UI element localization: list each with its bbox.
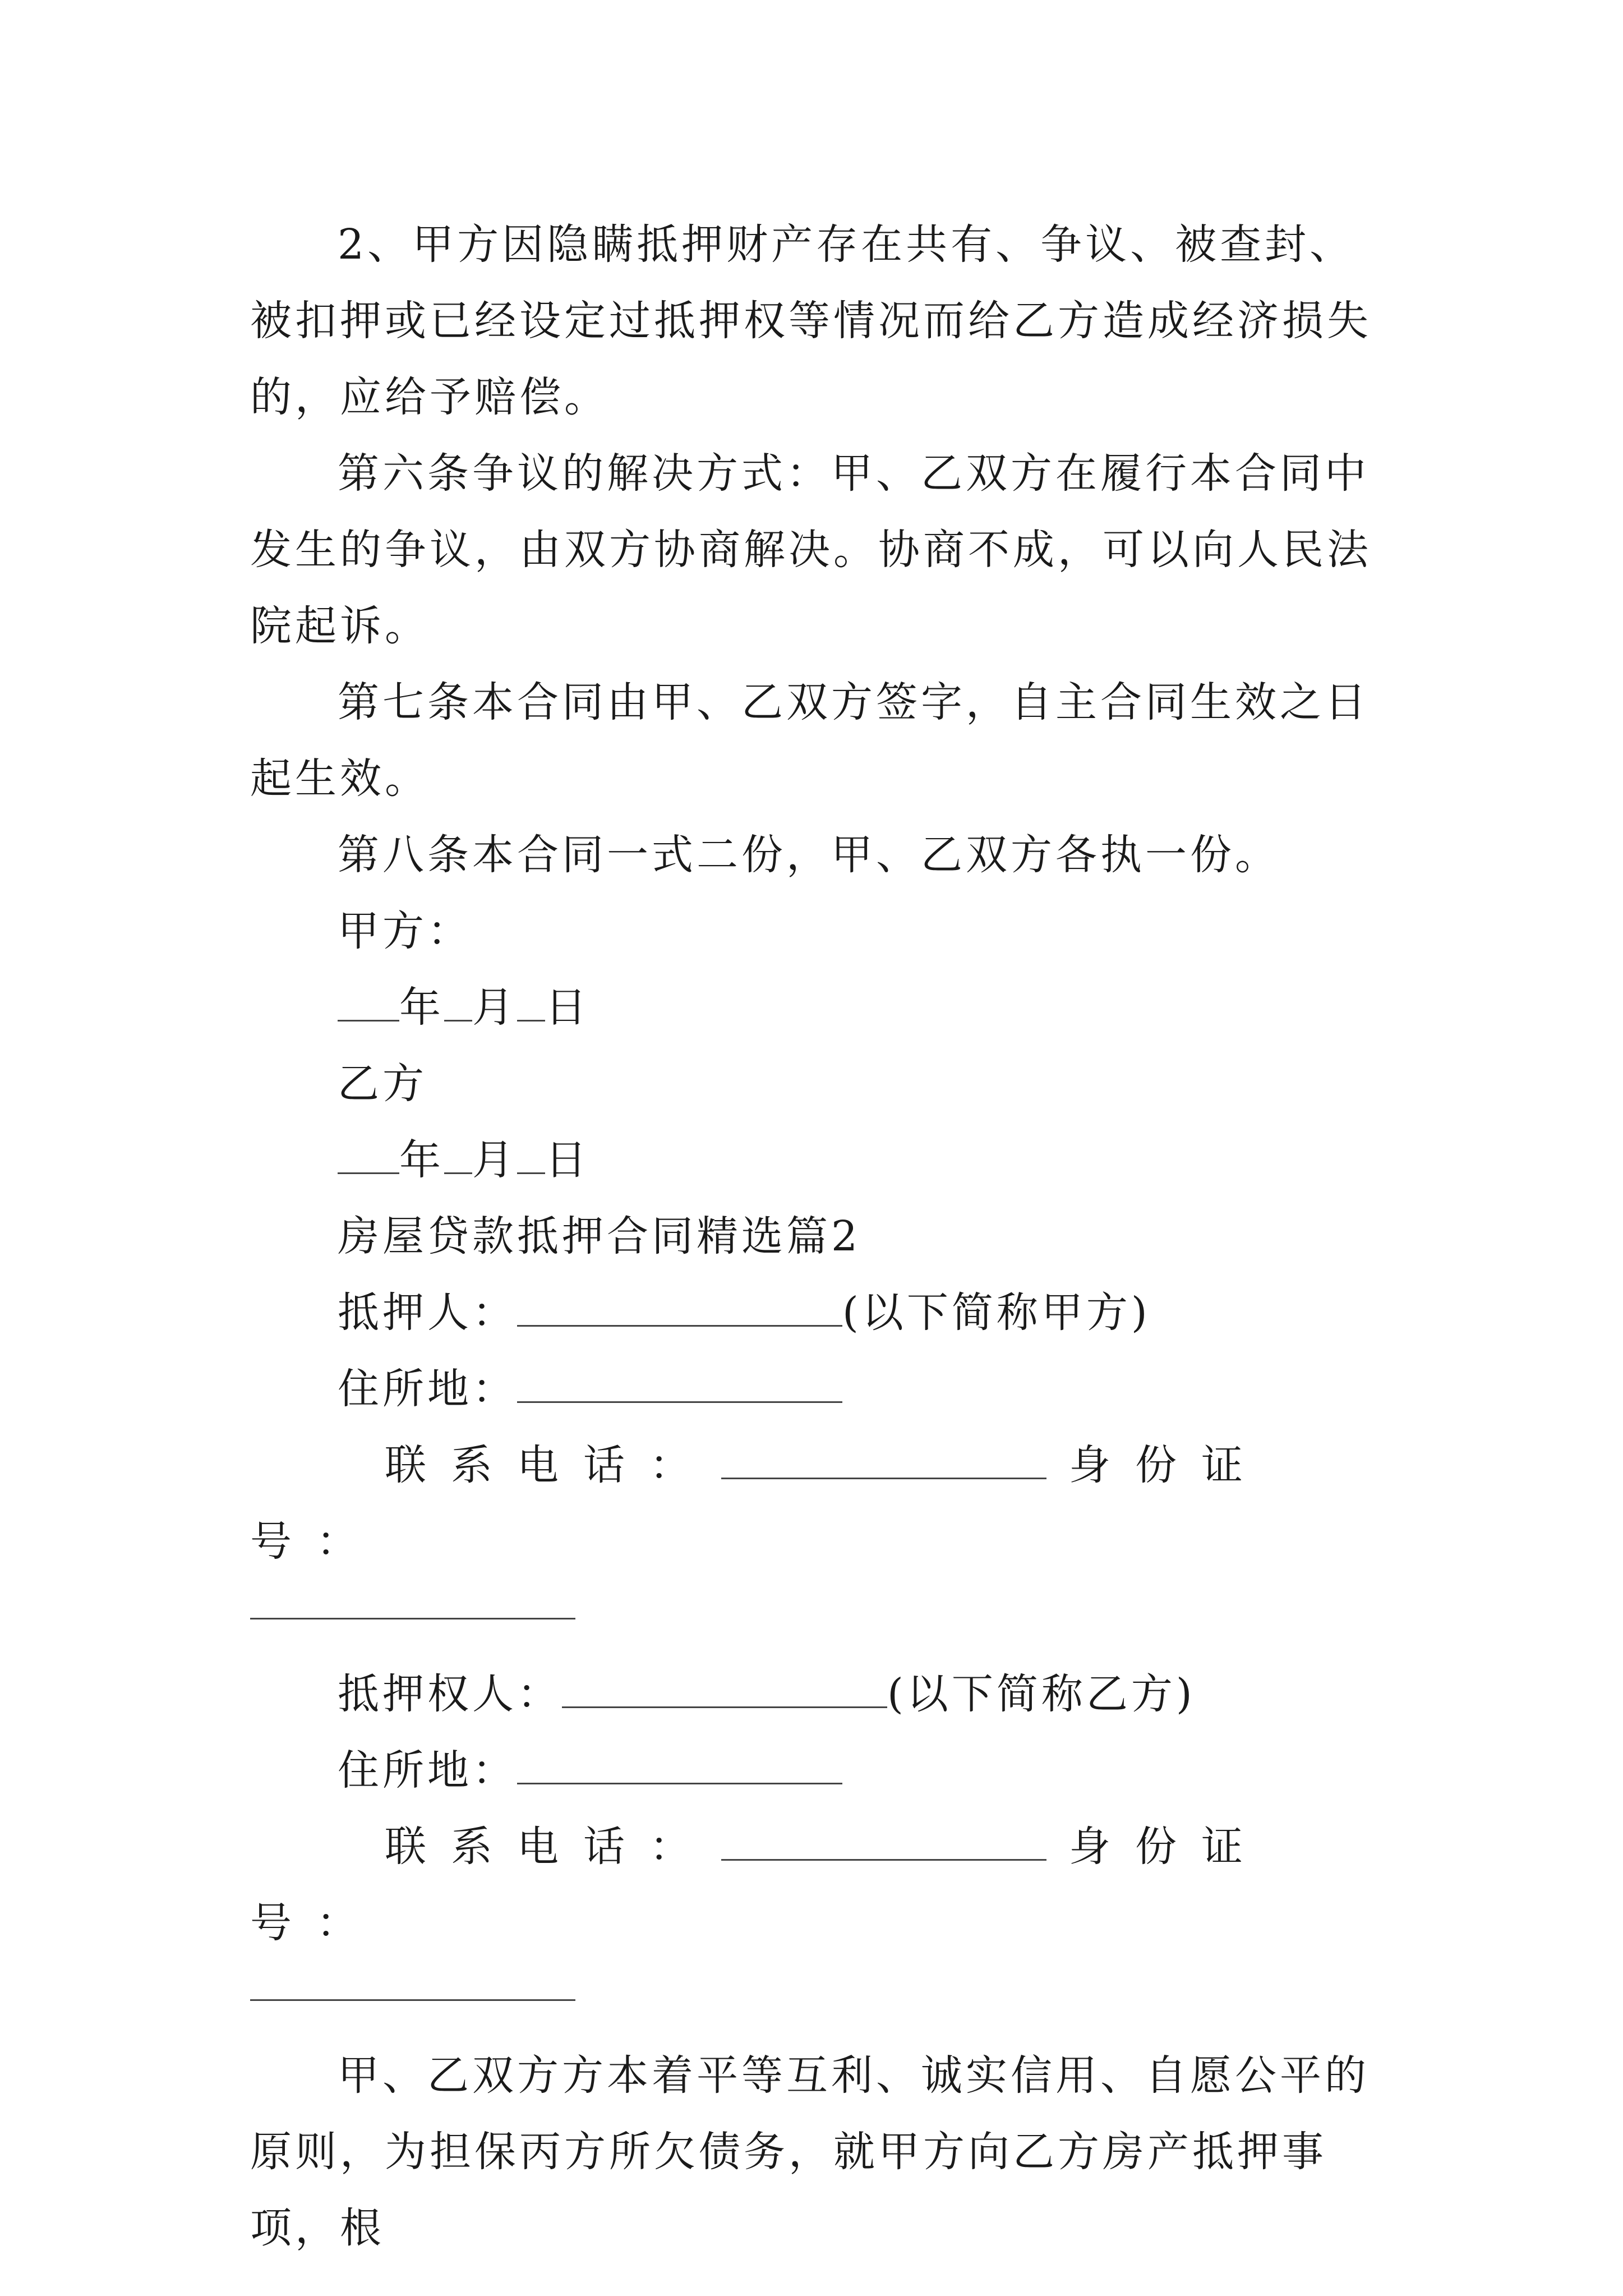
day-blank[interactable] [517,1139,545,1174]
mortgagor-address-line [250,1351,1389,1427]
mortgagee-address-line [250,1732,1389,1809]
mortgagee-suffix: (以下简称乙方) [887,1670,1196,1718]
date-line-party-a [250,969,1389,1046]
mortgagor-suffix: (以下简称甲方) [842,1289,1151,1337]
mortgagee-blank[interactable] [562,1673,887,1708]
month-blank[interactable] [444,986,472,1022]
section-heading: 房屋贷款抵押合同精选篇2 [338,1212,861,1260]
id-label: 身份证号： [250,1441,1267,1566]
mortgagor-label: 抵押人： [338,1289,517,1337]
paragraph-principle: 甲、乙双方方本着平等互利、诚实信用、自愿公平的原则，为担保丙方所欠债务，就甲方向乙方房产抵押事项，根 [250,2051,1370,2252]
year-blank[interactable] [338,986,399,1022]
id-blank[interactable] [250,1999,575,2001]
id-blank[interactable] [250,1618,575,1619]
address-blank[interactable] [517,1368,842,1403]
mortgagor-phone-id-line [250,1427,1389,1580]
paragraph-compensation: 2、甲方因隐瞒抵押财产存在共有、争议、被查封、被扣押或已经设定过抵押权等情况而给乙方造成经济损失的，应给予赔偿。 [250,220,1372,421]
mortgagee-line [250,1656,1389,1732]
party-a-label: 甲方： [338,907,472,955]
mortgagor-line [250,1274,1389,1351]
month-label: 月 [472,1136,517,1184]
address-blank[interactable] [517,1749,842,1784]
year-label: 年 [399,1136,444,1184]
month-label: 月 [472,983,517,1032]
year-blank[interactable] [338,1139,399,1174]
phone-blank[interactable] [721,1825,1046,1861]
date-line-party-b [250,1122,1389,1198]
mortgagee-phone-id-line [250,1809,1389,1961]
address-label: 住所地： [338,1365,517,1413]
phone-blank[interactable] [721,1444,1046,1479]
mortgagee-id-blank-row [250,1961,1389,2037]
document-body [250,206,1389,2266]
day-blank[interactable] [517,986,545,1022]
paragraph-article-8: 第八条本合同一式二份，甲、乙双方各执一份。 [338,831,1280,879]
mortgagor-id-blank-row [250,1580,1389,1656]
month-blank[interactable] [444,1139,472,1174]
address-label: 住所地： [338,1746,517,1795]
day-label: 日 [545,983,590,1032]
phone-label: 联系电话： [385,1823,716,1871]
mortgagor-blank[interactable] [517,1291,842,1327]
party-b-label: 乙方 [338,1060,427,1108]
phone-label: 联系电话： [385,1441,716,1489]
paragraph-article-7: 第七条本合同由甲、乙双方签字，自主合同生效之日起生效。 [250,678,1370,803]
paragraph-article-6: 第六条争议的解决方式：甲、乙双方在履行本合同中发生的争议，由双方协商解决。协商不成，可以向人民法院起诉。 [250,449,1372,650]
day-label: 日 [545,1136,590,1184]
year-label: 年 [399,983,444,1032]
id-label: 身份证号： [250,1823,1267,1947]
mortgagee-label: 抵押权人： [338,1670,562,1718]
